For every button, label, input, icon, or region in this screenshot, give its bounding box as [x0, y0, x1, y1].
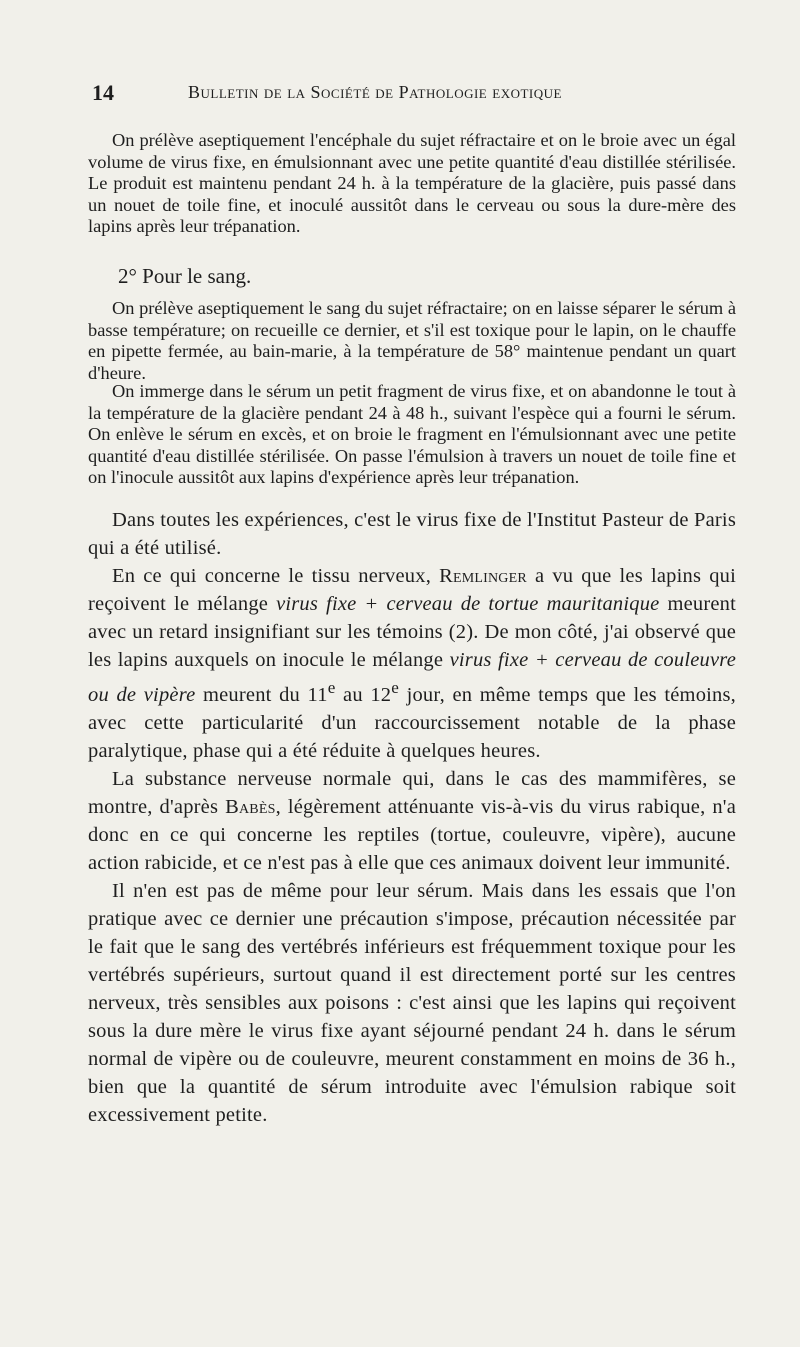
paragraph-serum-immersion	[88, 381, 736, 489]
paragraph-tissu-nerveux: En ce qui concerne le tissu nerveux, Remlinger a vu que les lapins qui reçoivent le mélange virus fixe + cerveau de tortue mauritanique meurent avec un retard insignifiant sur les témoins (2). De mon côté, j'ai observé que les lapins auxquels on inocule le mélange virus fixe + cerveau de couleuvre ou de vipère meurent du 11e au 12e jour, en même temps que les témoins, avec cette particularité d'un raccourcissement notable de la phase paralytique, phase qui a été réduite à quelques heures.	[88, 565, 737, 762]
paragraph-text: On prélève aseptiquement le sang du sujet réfractaire; on en laisse séparer le sérum à basse température; on recueille ce dernier, et s'il est toxique pour le lapin, on le chauffe en pipette fermée, au bain-marie, à la température de 58° maintenue pendant un quart d'heure.	[88, 298, 736, 383]
italic-phrase: virus fixe + cerveau de tortue mauritanique	[276, 593, 660, 615]
section-heading-sang: 2° Pour le sang.	[118, 264, 252, 288]
main-text	[88, 506, 736, 1129]
running-head	[92, 80, 672, 110]
page-number: 14	[92, 80, 114, 105]
paragraph-encephale	[88, 130, 736, 238]
author-name: Babès	[225, 795, 276, 818]
author-name: Remlinger	[439, 565, 527, 587]
paragraph-sang-prelevement	[88, 298, 736, 384]
italic-phrase: virus fixe + cerveau de couleuvre ou de vipère	[88, 649, 736, 706]
paragraph-serum: Il n'en est pas de même pour leur sérum. Mais dans les essais que l'on pratique avec ce dernier une précaution s'impose, précaution nécessitée par le fait que le sang des vertébrés inférieurs est fréquemment toxique pour les vertébrés supérieurs, surtout quand il est directement porté sur les centres nerveux, très sensibles aux poisons : c'est ainsi que les lapins qui reçoivent sous la dure mère le virus fixe ayant séjourné pendant 24 h. dans le sérum normal de vipère ou de couleuvre, meurent constamment en moins de 36 h., bien que la quantité de sérum introduite avec l'émulsion rabique soit excessivement petite.	[88, 879, 736, 1126]
paragraph-substance-nerveuse: La substance nerveuse normale qui, dans le cas des mammifères, se montre, d'après Babès, légèrement atténuante vis-à-vis du virus rabique, n'a donc en ce qui concerne les reptiles (tortue, couleuvre, vipère), aucune action rabicide, et ce n'est pas à elle que ces animaux doivent leur immunité.	[88, 767, 737, 874]
journal-title: Bulletin de la Société de Pathologie exotique	[188, 82, 562, 102]
paragraph-text: On prélève aseptiquement l'encéphale du sujet réfractaire et on le broie avec un égal volume de virus fixe, en émulsionnant avec une petite quantité d'eau distillée stérilisée. Le produit est maintenu pendant 24 h. à la température de la glacière, puis passé dans un nouet de toile fine, et inoculé aussitôt dans le cerveau ou sous la dure-mère des lapins après leur trépanation.	[88, 130, 736, 237]
paragraph-text: On immerge dans le sérum un petit fragment de virus fixe, et on abandonne le tout à la température de la glacière pendant 24 à 48 h., suivant l'espèce qui a fourni le sérum. On enlève le sérum en excès, et on broie le fragment en l'émulsionnant avec une petite quantité d'eau distillée stérilisée. On passe l'émulsion à travers un nouet de toile fine et on l'inocule aussitôt aux lapins d'expérience après leur trépanation.	[88, 381, 736, 488]
paragraph-virus-fixe: Dans toutes les expériences, c'est le virus fixe de l'Institut Pasteur de Paris qui a été utilisé.	[88, 509, 736, 559]
